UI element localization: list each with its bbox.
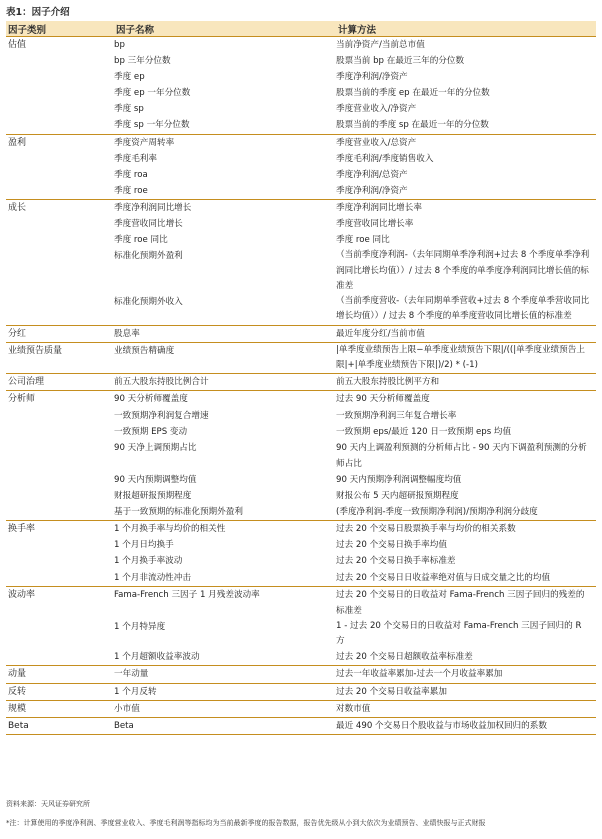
factor-group	[6, 587, 596, 667]
factor-name: 1 个月非流动性冲击	[114, 572, 191, 583]
factor-method: 过去 20 个交易日日收益率绝对值与日成交量之比的均值	[336, 572, 551, 583]
factor-method: |单季度业绩预告上限−单季度业绩预告下限|/((|单季度业绩预告上限|+|单季度业绩预告下限|)/2) * (-1)	[336, 344, 585, 371]
factor-method: 季度营业收入/净资产	[336, 104, 417, 115]
factor-method: （当前季度净利润-（去年同期单季净利润+过去 8 个季度单季净利润同比增长均值））/ 过去 8 个季度的单季度净利润同比增长值的标准差	[336, 250, 590, 291]
factor-method: 过去 20 个交易日的日收益对 Fama-French 三因子回归的残差的标准差	[336, 589, 585, 616]
factor-name: 1 个月日均换手	[114, 540, 174, 551]
factor-method: 季度净利润/净资产	[336, 72, 408, 83]
factor-method: 股票当前 bp 在最近三年的分位数	[336, 56, 465, 67]
factor-name: 季度毛利率	[114, 153, 157, 164]
factor-method: 季度毛利润/季度销售收入	[336, 153, 434, 164]
factor-method: 1 - 过去 20 个交易日的日收益对 Fama-French 三因子回归的 R 方	[336, 620, 582, 647]
factor-method: 90 天内上调盈利预测的分析师占比 - 90 天内下调盈利预测的分析师占比	[336, 442, 587, 469]
factor-name: 1 个月换手率波动	[114, 556, 183, 567]
factor-category: 盈利	[8, 137, 27, 148]
table-row	[114, 570, 596, 586]
factor-method: 过去 20 个交易日收益率累加	[336, 686, 447, 697]
factor-name: 季度 sp	[114, 104, 144, 115]
factor-name: 季度 roe 同比	[114, 235, 168, 246]
factor-method: 季度净利润同比增长率	[336, 202, 422, 213]
table-row	[114, 424, 596, 440]
table-row	[114, 200, 596, 216]
table-row	[114, 326, 596, 342]
header-category: 因子类别	[8, 24, 47, 36]
table-row	[114, 232, 596, 248]
factor-name: 一致预期净利润复合增速	[114, 410, 209, 421]
table-title: 表1：因子介绍	[6, 7, 70, 18]
table-row	[114, 488, 596, 504]
factor-method: 90 天内预期净利润调整幅度均值	[336, 474, 462, 485]
factor-method: 过去 90 天分析师覆盖度	[336, 394, 430, 405]
factor-name: bp	[114, 40, 125, 50]
factor-method: 过去 20 个交易日换手率均值	[336, 540, 447, 551]
table-row	[114, 343, 596, 374]
table-row	[114, 587, 596, 619]
factor-name: bp 三年分位数	[114, 56, 171, 67]
table-row	[114, 504, 596, 520]
factor-name: Fama-French 三因子 1 月残差波动率	[114, 589, 260, 600]
factor-name: 财报超研报预期程度	[114, 491, 192, 502]
factor-name: 基于一致预期的标准化预期外盈利	[114, 507, 243, 518]
factor-name: 1 个月反转	[114, 686, 157, 697]
table-row	[114, 294, 596, 325]
factor-name: 季度 ep	[114, 72, 145, 83]
source-note: 资料来源：天风证券研究所	[6, 800, 90, 808]
factor-table	[6, 21, 596, 735]
table-row	[114, 701, 596, 717]
factor-name: 90 天分析师覆盖度	[114, 394, 188, 405]
factor-group	[6, 326, 596, 343]
factor-name: 标准化预期外盈利	[114, 251, 183, 262]
table-row	[114, 718, 596, 734]
factor-group	[6, 135, 596, 200]
factor-method: 过去一年收益率累加-过去一个月收益率累加	[336, 669, 503, 680]
table-row	[114, 619, 596, 650]
factor-group	[6, 666, 596, 683]
table-row	[114, 135, 596, 151]
factor-method: 最近 490 个交易日个股收益与市场收益加权回归的系数	[336, 720, 547, 731]
factor-name: 业绩预告精确度	[114, 345, 175, 356]
factor-method: 最近年度分红/当前市值	[336, 328, 425, 339]
factor-category: 成长	[8, 202, 27, 213]
factor-name: 1 个月换手率与均价的相关性	[114, 524, 226, 535]
factor-method: 前五大股东持股比例平方和	[336, 377, 440, 388]
factor-group	[6, 374, 596, 391]
factor-category: 分红	[8, 328, 27, 339]
table-row	[114, 374, 596, 390]
factor-method: （当前季度营收-（去年同期单季营收+过去 8 个季度单季营收同比增长均值））/ 过去 8 个季度的单季度营收同比增长值的标准差	[336, 296, 590, 322]
factor-name: 季度 roe	[114, 185, 148, 196]
factor-group	[6, 701, 596, 718]
factor-category: 公司治理	[8, 377, 45, 388]
factor-method: 过去 20 个交易日股票换手率与均价的相关系数	[336, 524, 516, 535]
factor-method: 一致预期净利润三年复合增长率	[336, 410, 457, 421]
table-row	[114, 167, 596, 183]
factor-name: 季度净利润同比增长	[114, 202, 192, 213]
factor-method: 季度 roe 同比	[336, 235, 390, 246]
table-row	[114, 85, 596, 101]
factor-name: 90 天净上调预期占比	[114, 442, 197, 453]
table-row	[114, 472, 596, 488]
factor-name: 小市值	[114, 703, 140, 714]
factor-name: 1 个月特异度	[114, 621, 166, 632]
factor-group	[6, 200, 596, 326]
factor-method: 对数市值	[336, 703, 371, 714]
factor-name: 季度 roa	[114, 169, 148, 180]
table-row	[114, 391, 596, 407]
footnote: *注：计算使用的季度净利润、季度营业收入、季度毛利润等指标均为当前最新季度的报告数据，报告优先级从小到大依次为业绩预告、业绩快报与正式财报	[6, 819, 486, 827]
factor-method: 一致预期 eps/最近 120 日一致预期 eps 均值	[336, 426, 512, 437]
table-header	[6, 21, 596, 37]
table-row	[114, 117, 596, 133]
table-row	[114, 37, 596, 53]
factor-category: 分析师	[8, 394, 36, 405]
factor-category: 反转	[8, 686, 27, 697]
table-row	[114, 248, 596, 294]
table-row	[114, 183, 596, 199]
header-method: 计算方法	[338, 24, 377, 36]
header-name: 因子名称	[116, 24, 155, 36]
table-row	[114, 666, 596, 682]
factor-method: 季度净利润/总资产	[336, 169, 408, 180]
factor-category: 业绩预告质量	[8, 345, 63, 356]
factor-category: 波动率	[8, 589, 36, 600]
factor-method: 财报公布 5 天内超研报预期程度	[336, 491, 459, 502]
factor-name: 季度营收同比增长	[114, 219, 183, 230]
table-row	[114, 151, 596, 167]
factor-group	[6, 684, 596, 701]
factor-method: 股票当前的季度 sp 在最近一年的分位数	[336, 120, 489, 131]
factor-name: 一年动量	[114, 669, 149, 680]
table-row	[114, 53, 596, 69]
factor-group	[6, 521, 596, 586]
table-row	[114, 101, 596, 117]
factor-name: 前五大股东持股比例合计	[114, 377, 209, 388]
factor-name: 90 天内预期调整均值	[114, 474, 197, 485]
factor-group	[6, 343, 596, 375]
factor-method: (季度净利润-季度一致预期净利润)/预期净利润分歧度	[336, 507, 538, 518]
table-row	[114, 684, 596, 700]
factor-method: 过去 20 个交易日换手率标准差	[336, 556, 456, 567]
factor-name: Beta	[114, 720, 134, 731]
factor-category: 规模	[8, 703, 27, 714]
factor-method: 季度净利润/净资产	[336, 185, 408, 196]
factor-method: 季度营收同比增长率	[336, 219, 414, 230]
factor-method: 当前净资产/当前总市值	[336, 40, 425, 50]
factor-method: 过去 20 个交易日超额收益率标准差	[336, 652, 473, 663]
table-row	[114, 553, 596, 569]
table-row	[114, 649, 596, 665]
factor-name: 一致预期 EPS 变动	[114, 426, 188, 437]
factor-category: 动量	[8, 669, 27, 680]
factor-group	[6, 391, 596, 521]
table-row	[114, 521, 596, 537]
factor-category: Beta	[8, 720, 29, 731]
factor-method: 股票当前的季度 ep 在最近一年的分位数	[336, 88, 490, 99]
factor-category: 换手率	[8, 524, 36, 535]
table-row	[114, 216, 596, 232]
factor-name: 股息率	[114, 328, 140, 339]
factor-name: 季度 sp 一年分位数	[114, 120, 190, 131]
factor-name: 季度资产周转率	[114, 137, 175, 148]
table-row	[114, 69, 596, 85]
factor-name: 季度 ep 一年分位数	[114, 88, 191, 99]
factor-category: 估值	[8, 40, 27, 50]
table-row	[114, 537, 596, 553]
factor-method: 季度营业收入/总资产	[336, 137, 417, 148]
factor-group	[6, 718, 596, 735]
table-row	[114, 408, 596, 424]
factor-group	[6, 37, 596, 135]
factor-name: 标准化预期外收入	[114, 297, 183, 308]
table-row	[114, 440, 596, 472]
factor-name: 1 个月超额收益率波动	[114, 652, 200, 663]
